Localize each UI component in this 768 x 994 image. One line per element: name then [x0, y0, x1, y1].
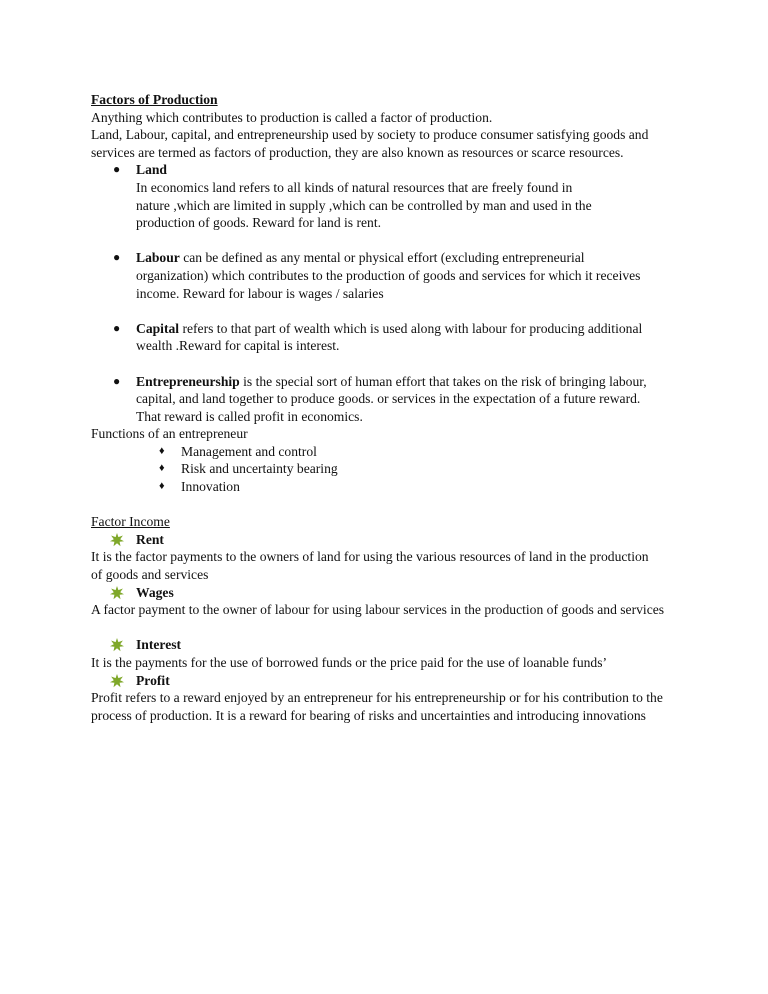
functions-list — [91, 443, 691, 496]
income-term: Interest — [136, 637, 182, 653]
income-body-interest: It is the payments for the use of borrowed funds or the price paid for the use of loanable funds’ — [91, 655, 608, 670]
function-label: Risk and uncertainty bearing — [181, 461, 338, 477]
income-term: Rent — [136, 531, 164, 547]
round-bullet-icon: ● — [113, 162, 121, 177]
functions-heading: Functions of an entrepreneur — [91, 426, 248, 442]
factor-body: is the special sort of human effort that takes on the risk of bringing labour, capital, and land together to produce goods. or services in the expectation of a future reward. That reward is called profit in economics. — [136, 373, 647, 424]
green-star-bullet-icon — [110, 674, 124, 688]
income-term: Wages — [136, 584, 174, 600]
factor-term: Land — [136, 162, 167, 178]
intro-paragraph-2: Land, Labour, capital, and entrepreneurship used by society to produce consumer satisfying goods and services are termed as factors of production, they are also known as resources or scarce resources. — [91, 127, 649, 160]
factor-income-heading: Factor Income — [91, 514, 170, 530]
factor-item-labour — [91, 249, 691, 302]
income-heading-profit — [91, 672, 691, 690]
income-heading-rent — [91, 531, 691, 549]
function-label: Innovation — [181, 479, 240, 495]
intro-paragraph-1: Anything which contributes to production is called a factor of production. — [91, 109, 493, 125]
green-star-bullet-icon — [110, 586, 124, 600]
document-title: Factors of Production — [91, 92, 218, 107]
document-body — [91, 91, 691, 724]
income-term: Profit — [136, 672, 170, 688]
factor-term: Labour — [136, 250, 180, 266]
factor-body: refers to that part of wealth which is used along with labour for producing additional wealth .Reward for capital is interest. — [136, 320, 643, 354]
factors-list — [91, 161, 691, 425]
function-item — [91, 478, 691, 496]
factor-item-capital — [91, 320, 691, 355]
income-body-rent: It is the factor payments to the owners of land for using the various resources of land in the production of goods and services — [91, 549, 649, 583]
factor-term: Entrepreneurship — [136, 373, 240, 389]
function-item — [91, 443, 691, 461]
green-star-bullet-icon — [110, 533, 124, 547]
round-bullet-icon: ● — [113, 320, 121, 335]
factor-term: Capital — [136, 320, 180, 336]
diamond-bullet-icon: ♦ — [159, 462, 165, 475]
factor-body: In economics land refers to all kinds of natural resources that are freely found in nature ,which are limited in supply ,which can be controlled by man and used in the production of goods. Reward for land is rent. — [136, 179, 592, 231]
income-body-profit: Profit refers to a reward enjoyed by an entrepreneur for his entrepreneurship or for his contribution to the process of production. It is a reward for bearing of risks and uncertainties and introducing innovations — [91, 690, 663, 723]
factor-item-land — [91, 161, 691, 231]
diamond-bullet-icon: ♦ — [159, 444, 165, 457]
factor-body: can be defined as any mental or physical effort (excluding entrepreneurial organization) which contributes to the production of goods and services for which it receives income. Reward for labour is wages / salaries — [136, 250, 641, 301]
round-bullet-icon: ● — [113, 373, 121, 388]
income-heading-interest — [91, 636, 691, 654]
round-bullet-icon: ● — [113, 250, 121, 265]
function-item — [91, 460, 691, 478]
diamond-bullet-icon: ♦ — [159, 480, 165, 493]
green-star-bullet-icon — [110, 638, 124, 652]
income-heading-wages — [91, 584, 691, 602]
factor-item-entrepreneurship — [91, 373, 691, 426]
function-label: Management and control — [181, 443, 317, 459]
income-body-wages: A factor payment to the owner of labour for using labour services in the production of goods and services — [91, 602, 665, 618]
